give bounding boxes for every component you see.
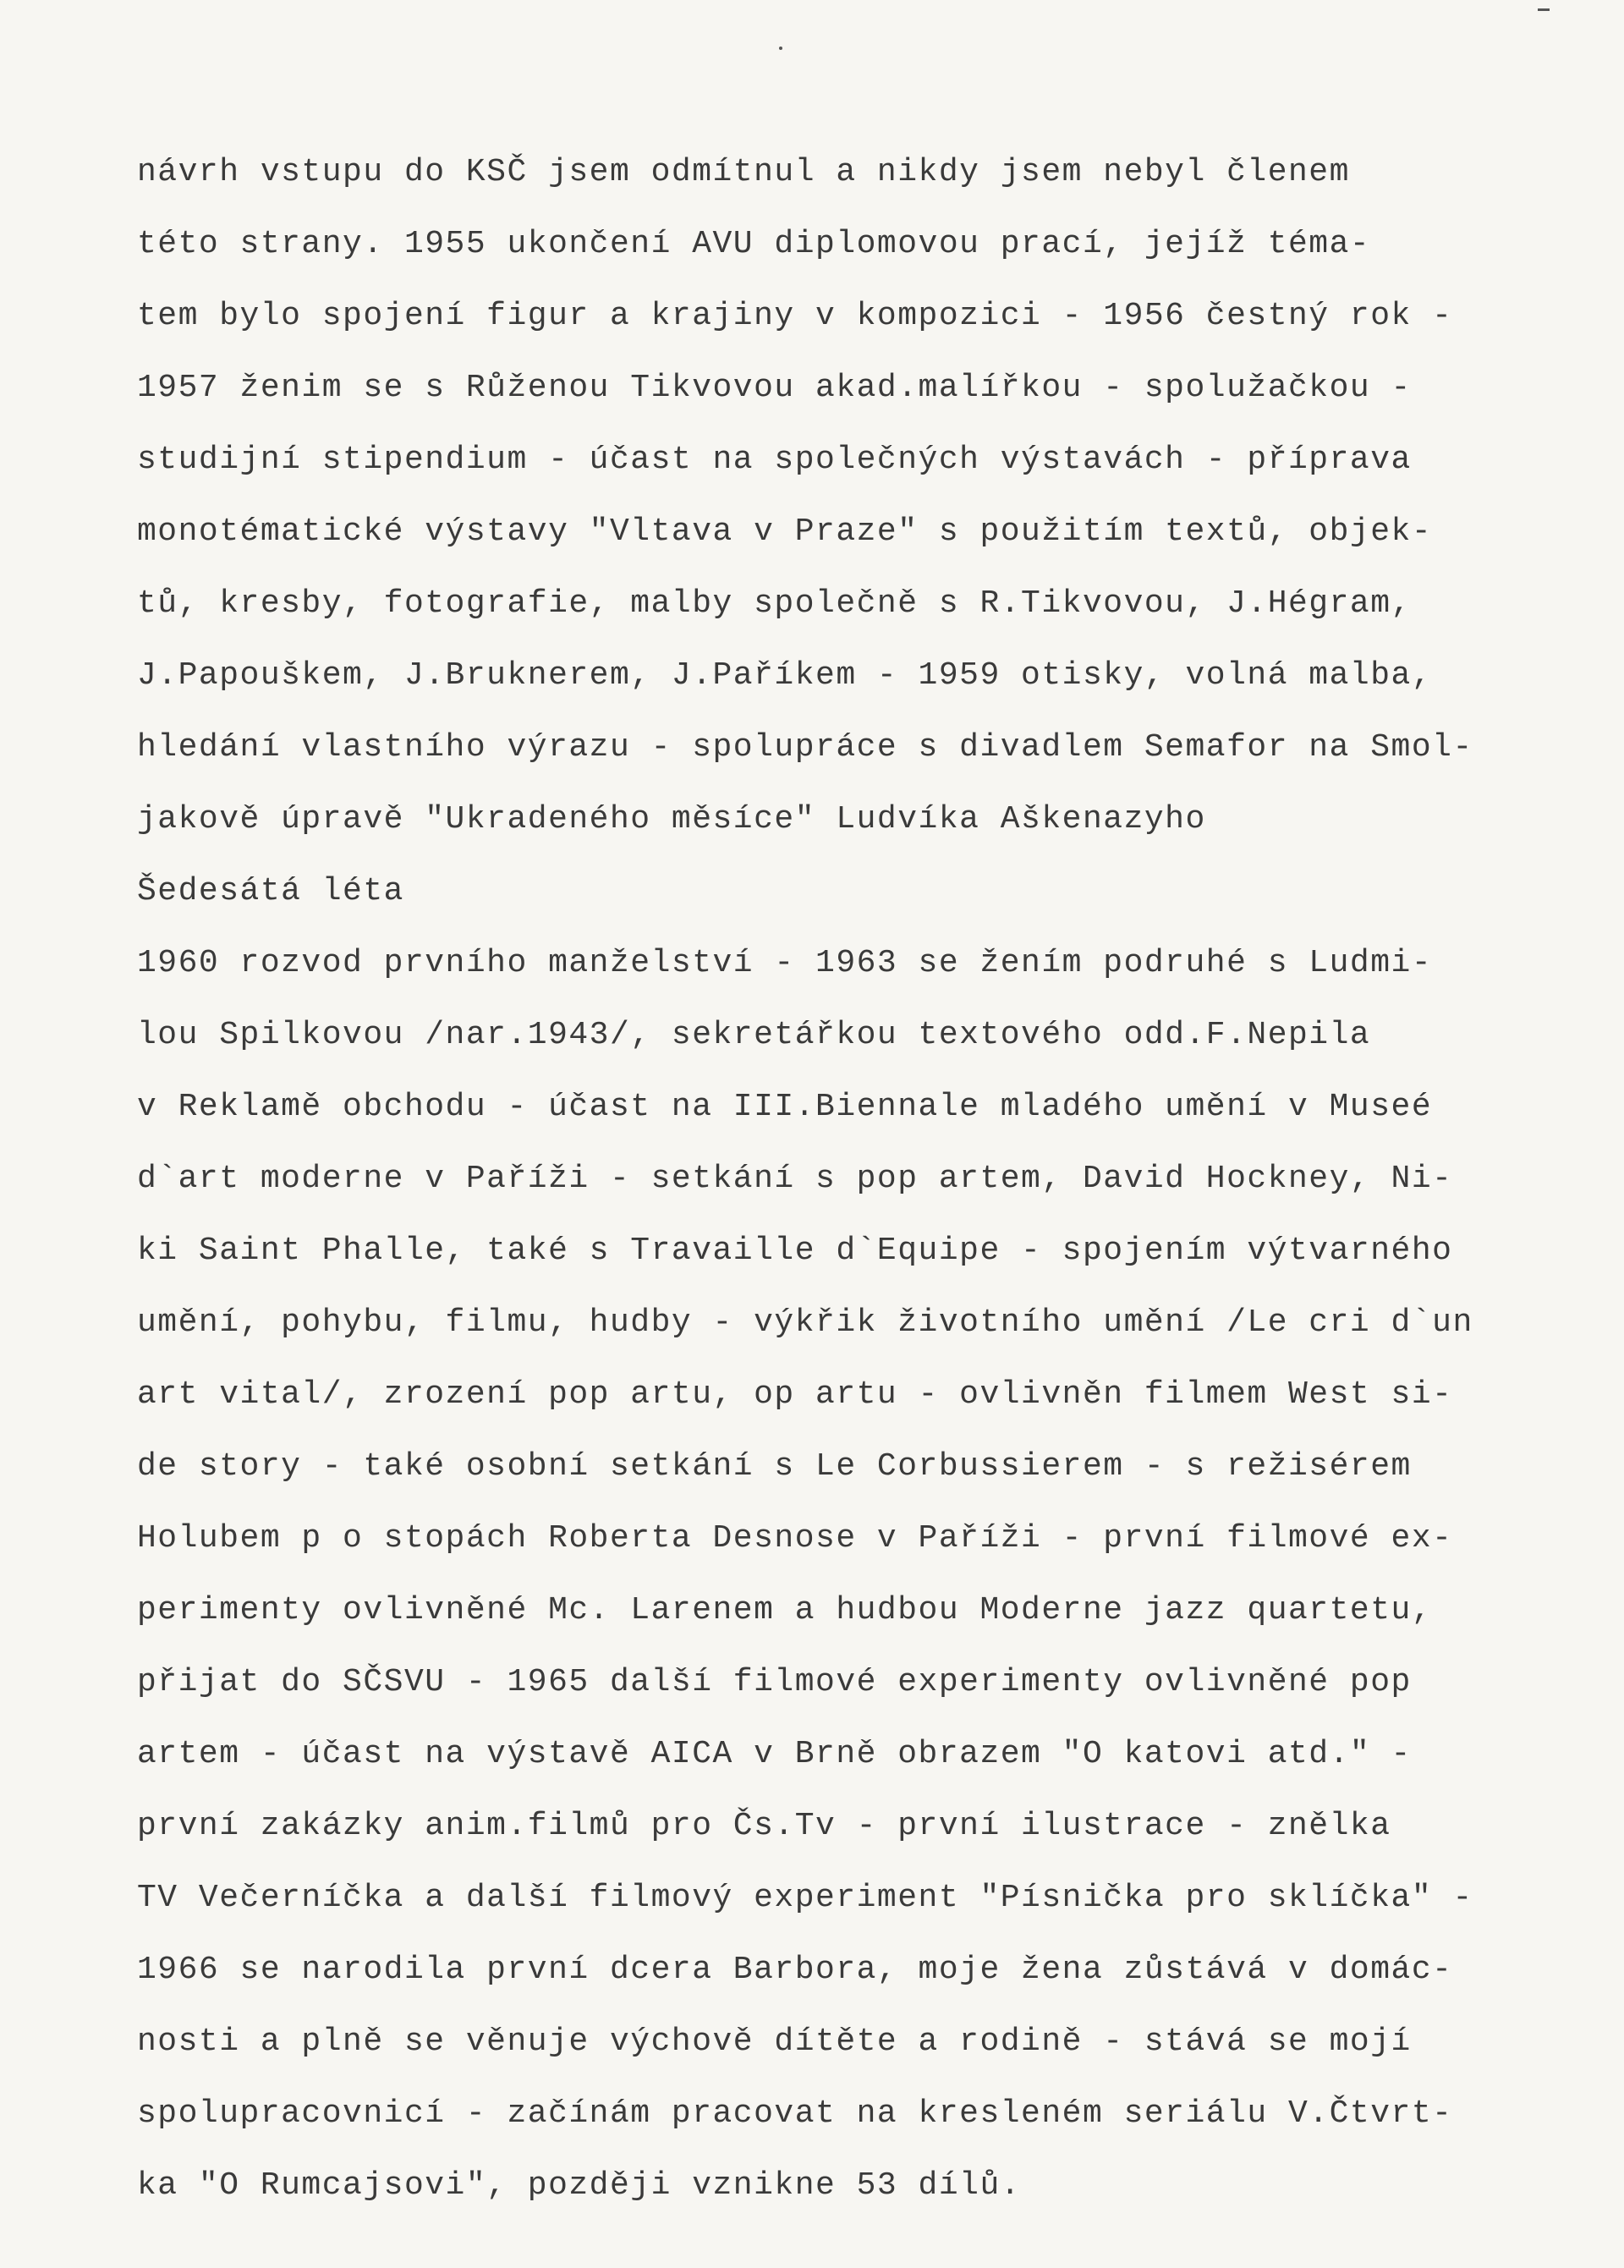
text-line: 1957 ženim se s Růženou Tikvovou akad.malířkou - spolužačkou - bbox=[137, 370, 1412, 406]
text-line: lou Spilkovou /nar.1943/, sekretářkou textového odd.F.Nepila bbox=[137, 1017, 1371, 1053]
corner-mark bbox=[1538, 8, 1550, 11]
text-line: monotématické výstavy "Vltava v Praze" s použitím textů, objek- bbox=[137, 513, 1433, 550]
text-line: perimenty ovlivněné Mc. Larenem a hudbou Moderne jazz quartetu, bbox=[137, 1592, 1433, 1628]
text-line: ki Saint Phalle, také s Travaille d`Equipe - spojením výtvarného bbox=[137, 1233, 1453, 1269]
text-line: tů, kresby, fotografie, malby společně s R.Tikvovou, J.Hégram, bbox=[137, 585, 1412, 622]
dot-mark bbox=[779, 47, 782, 50]
typewritten-text bbox=[137, 147, 1575, 2232]
text-line: J.Papouškem, J.Bruknerem, J.Paříkem - 1959 otisky, volná malba, bbox=[137, 657, 1433, 694]
text-line: TV Večerníčka a další filmový experiment "Písnička pro sklíčka" - bbox=[137, 1880, 1473, 1916]
text-line: v Reklamě obchodu - účast na III.Biennale mladého umění v Museé bbox=[137, 1089, 1433, 1125]
text-line: umění, pohybu, filmu, hudby - výkřik životního umění /Le cri d`un bbox=[137, 1304, 1473, 1341]
text-line: studijní stipendium - účast na společných výstavách - příprava bbox=[137, 442, 1412, 478]
text-line: návrh vstupu do KSČ jsem odmítnul a nikdy jsem nebyl členem bbox=[137, 154, 1350, 190]
text-line: nosti a plně se věnuje výchově dítěte a rodině - stává se mojí bbox=[137, 2024, 1412, 2060]
text-line: ka "O Rumcajsovi", později vznikne 53 dílů. bbox=[137, 2167, 1022, 2204]
section-heading: Šedesátá léta bbox=[137, 873, 404, 909]
text-line: 1966 se narodila první dcera Barbora, moje žena zůstává v domác- bbox=[137, 1952, 1453, 1988]
text-line: artem - účast na výstavě AICA v Brně obrazem "O katovi atd." - bbox=[137, 1736, 1412, 1772]
text-line: hledání vlastního výrazu - spolupráce s divadlem Semafor na Smol- bbox=[137, 729, 1473, 766]
text-line: art vital/, zrození pop artu, op artu - ovlivněn filmem West si- bbox=[137, 1376, 1453, 1413]
text-line: de story - také osobní setkání s Le Corbussierem - s režisérem bbox=[137, 1448, 1412, 1485]
text-line: 1960 rozvod prvního manželství - 1963 se žením podruhé s Ludmi- bbox=[137, 945, 1433, 981]
text-line: d`art moderne v Paříži - setkání s pop artem, David Hockney, Ni- bbox=[137, 1161, 1453, 1197]
text-line: této strany. 1955 ukončení AVU diplomovou prací, jejíž téma- bbox=[137, 226, 1371, 262]
text-line: tem bylo spojení figur a krajiny v kompozici - 1956 čestný rok - bbox=[137, 298, 1453, 334]
text-line: jakově úpravě "Ukradeného měsíce" Ludvíka Aškenazyho bbox=[137, 801, 1206, 837]
text-line: přijat do SČSVU - 1965 další filmové experimenty ovlivněné pop bbox=[137, 1664, 1412, 1700]
text-line: spolupracovnicí - začínám pracovat na kresleném seriálu V.Čtvrt- bbox=[137, 2095, 1453, 2132]
text-line: Holubem p o stopách Roberta Desnose v Paříži - první filmové ex- bbox=[137, 1520, 1453, 1557]
text-line: první zakázky anim.filmů pro Čs.Tv - první ilustrace - znělka bbox=[137, 1808, 1391, 1844]
